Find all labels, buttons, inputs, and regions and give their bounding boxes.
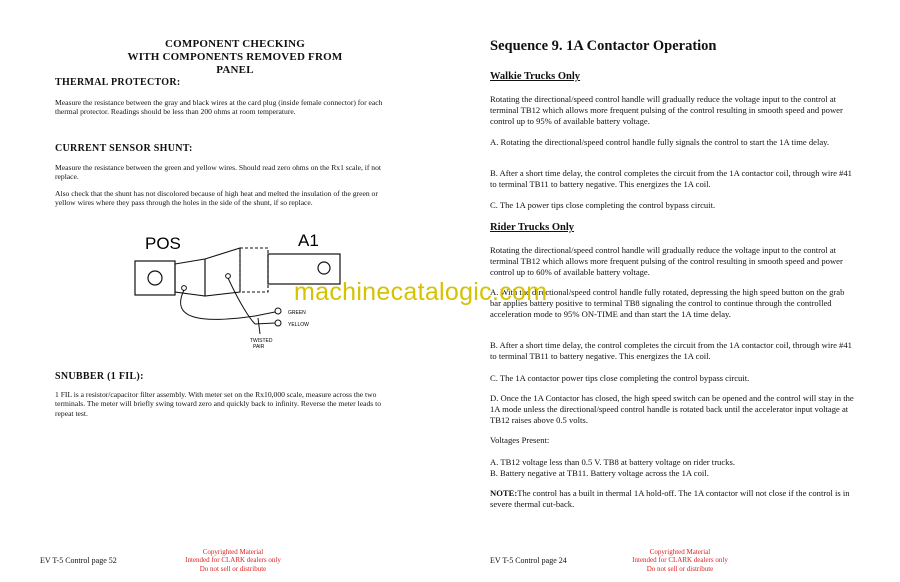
title-line-2: WITH COMPONENTS REMOVED FROM PANEL [127,51,343,76]
rider-step-a: A. With the directional/speed control handle fully rotated, depressing the high speed button on the grab bar applies battery positive to terminal TB8 signaling the control to continue through the controlled acceleration mode to 95% ON-TIME and than start the 1A time delay. [490,287,845,320]
rider-heading: Rider Trucks Only [490,222,575,233]
rider-step-d: D. Once the 1A Contactor has closed, the high speed switch can be opened and the control will stay in the 1A mode unless the directional/speed control handle is rotated back until the accelerator input voltage at TB12 raises above 0.5 volts. [490,393,854,426]
voltages-a: A. TB12 voltage less than 0.5 V. TB8 at battery voltage on rider trucks. [490,457,735,467]
watermark: machinecatalogic.com [294,278,548,306]
shunt-text-2: Also check that the shunt has not discolored because of high heat and melted the insulation of the green or yellow wires where they pass through the holes in the side of the shunt, if so replace. [55,189,378,208]
snubber-heading: SNUBBER (1 FIL): [55,371,144,382]
right-footer-page: EV T-5 Control page 24 [490,556,567,565]
voltages-heading: Voltages Present: [490,435,550,445]
wire-hole-left [182,286,187,291]
twisted-label-1: TWISTED [250,338,273,344]
shunt-text-1: Measure the resistance between the green and yellow wires. Should read zero ohms on the Rx1 scale, if not replace. [55,163,382,182]
snubber-text: 1 FIL is a resistor/capacitor filter assembly. With meter set on the Rx10,000 scale, measure across the two terminals. The meter will briefly swing toward zero and quickly back to infinity. Reverse the meter leads to repeat test. [55,390,382,418]
yellow-label: YELLOW [288,322,309,328]
copyright-line-1: Copyrighted Material [649,548,711,556]
left-footer-page: EV T-5 Control page 52 [40,556,117,565]
shunt-body [205,248,240,296]
green-lead [255,312,275,316]
left-page-title [120,38,350,77]
left-copyright-notice [163,548,303,573]
yellow-wire [228,278,255,324]
note-label: NOTE: [490,488,518,498]
walkie-step-b: B. After a short time delay, the control completes the circuit from the 1A contactor coil, through wire #41 to terminal TB11 to battery negative. This energizes the 1A coil. [490,168,852,190]
note-paragraph [490,488,855,510]
copyright-line-3: Do not sell or distribute [199,564,267,573]
rider-intro: Rotating the directional/speed control handle will gradually reduce the voltage input to the control at terminal TB12 which allows more frequent pulsing of the control resulting in smooth speed and power control up to 60% of available battery voltage. [490,245,843,278]
thermal-heading: THERMAL PROTECTOR: [55,77,181,88]
green-label: GREEN [288,310,306,316]
walkie-step-a: A. Rotating the directional/speed control handle fully signals the control to start the 1A time delay. [490,137,830,147]
walkie-intro: Rotating the directional/speed control handle will gradually reduce the voltage input to the control at terminal TB12 which allows more frequent pulsing of the control resulting in smooth speed and power control up to 95% of available battery voltage. [490,94,843,127]
green-ring-terminal [275,308,281,314]
shunt-heading: CURRENT SENSOR SHUNT: [55,143,193,154]
pos-bolt-hole [148,271,162,285]
shunt-neck [175,259,205,296]
rider-step-b: B. After a short time delay, the control completes the circuit from the 1A contactor coil, through wire #41 to terminal TB11 to battery negative. This energizes the 1A coil. [490,340,852,362]
a1-label: A1 [298,231,319,250]
copyright-line-1: Copyrighted Material [202,548,264,556]
pos-label: POS [145,234,181,253]
rider-step-c: C. The 1A contactor power tips close completing the control bypass circuit. [490,373,750,383]
twisted-label-2: PAIR [253,344,265,350]
copyright-line-2: Intended for CLARK dealers only [185,556,281,565]
shunt-inner-dashed [240,248,268,292]
right-page-title: Sequence 9. 1A Contactor Operation [490,38,717,54]
thermal-text: Measure the resistance between the gray and black wires at the card plug (inside female connector) for each thermal protector. Readings should be less than 200 ohms at room temperature. [55,98,383,117]
walkie-heading: Walkie Trucks Only [490,71,581,82]
right-copyright-notice [610,548,750,573]
walkie-step-c: C. The 1A power tips close completing the control bypass circuit. [490,200,716,210]
wire-hole-right [226,274,231,279]
pos-terminal [135,261,175,295]
yellow-lead [255,323,275,324]
yellow-ring-terminal [275,320,281,326]
note-text: The control has a built in thermal 1A hold-off. The 1A contactor will not close if the control is in severe thermal cut-back. [490,488,850,510]
voltages-b: B. Battery negative at TB11. Battery voltage across the 1A coil. [490,468,709,478]
a1-bolt-hole [318,262,330,274]
copyright-line-2: Intended for CLARK dealers only [632,556,728,565]
title-line-1: COMPONENT CHECKING [165,38,305,50]
twisted-pair-pointer [258,318,260,334]
copyright-line-3: Do not sell or distribute [646,564,714,573]
